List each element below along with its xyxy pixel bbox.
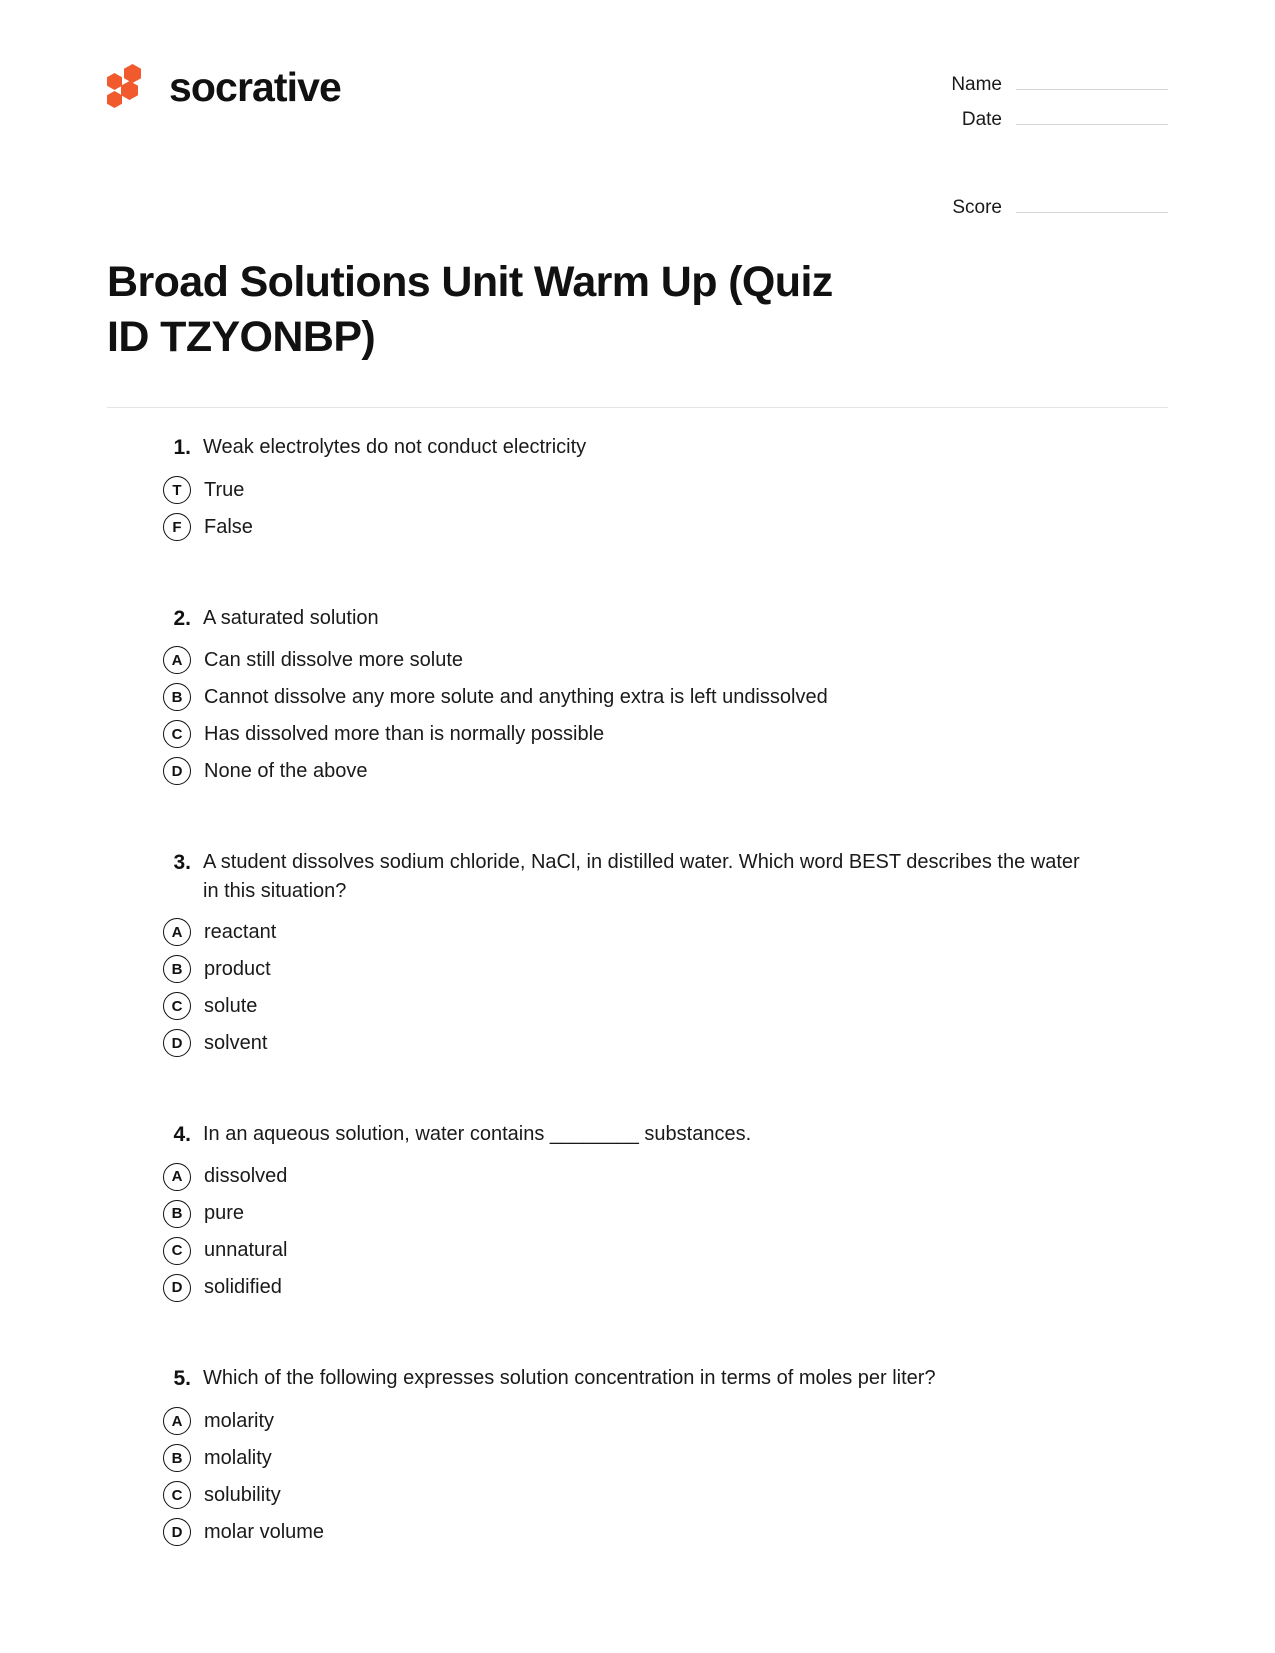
answer-option[interactable] xyxy=(107,1518,1168,1547)
option-label: product xyxy=(204,957,271,980)
name-input-line[interactable] xyxy=(1016,74,1168,90)
answer-options xyxy=(107,646,1168,786)
question-text: Weak electrolytes do not conduct electricity xyxy=(203,436,587,459)
score-field-row xyxy=(925,197,1168,219)
option-label: True xyxy=(204,478,245,501)
option-bubble[interactable]: T xyxy=(163,476,191,504)
question-number: 5. xyxy=(173,1367,191,1391)
question-header xyxy=(107,848,1168,906)
title-block xyxy=(107,255,842,365)
option-bubble[interactable]: D xyxy=(163,757,191,785)
option-bubble[interactable]: F xyxy=(163,513,191,541)
answer-option[interactable] xyxy=(107,1236,1168,1265)
option-label: reactant xyxy=(204,920,277,943)
question-item xyxy=(107,848,1168,1058)
option-label: Can still dissolve more solute xyxy=(204,648,463,671)
option-bubble[interactable]: B xyxy=(163,955,191,983)
option-bubble[interactable]: D xyxy=(163,1518,191,1546)
answer-option[interactable] xyxy=(107,646,1168,675)
option-label: Cannot dissolve any more solute and anything extra is left undissolved xyxy=(204,685,828,708)
answer-option[interactable] xyxy=(107,955,1168,984)
hexagon-shape xyxy=(107,91,122,108)
option-bubble[interactable]: C xyxy=(163,992,191,1020)
option-label: molar volume xyxy=(204,1520,325,1543)
date-field-row xyxy=(925,109,1168,131)
answer-option[interactable] xyxy=(107,1199,1168,1228)
question-number: 3. xyxy=(173,850,191,874)
hexagon-shape xyxy=(124,64,141,83)
option-bubble[interactable]: C xyxy=(163,720,191,748)
option-bubble[interactable]: A xyxy=(163,1407,191,1435)
page-title: Broad Solutions Unit Warm Up (Quiz ID TZYONBP) xyxy=(107,258,833,362)
question-number: 2. xyxy=(173,606,191,630)
option-bubble[interactable]: A xyxy=(163,646,191,674)
question-number: 1. xyxy=(173,436,191,460)
questions-list xyxy=(107,408,1168,1547)
option-bubble[interactable]: D xyxy=(163,1274,191,1302)
option-label: unnatural xyxy=(204,1239,288,1262)
answer-option[interactable] xyxy=(107,1444,1168,1473)
socrative-logo xyxy=(107,58,341,116)
option-bubble[interactable]: C xyxy=(163,1481,191,1509)
option-bubble[interactable]: C xyxy=(163,1237,191,1265)
question-text: A student dissolves sodium chloride, NaCl, in distilled water. Which word BEST describes the water in this situation? xyxy=(203,850,1080,902)
answer-option[interactable] xyxy=(107,720,1168,749)
score-input-line[interactable] xyxy=(1016,197,1168,213)
option-bubble[interactable]: B xyxy=(163,1200,191,1228)
socrative-hexagon-icon xyxy=(107,64,153,110)
option-label: molality xyxy=(204,1446,272,1469)
option-bubble[interactable]: D xyxy=(163,1029,191,1057)
answer-option[interactable] xyxy=(107,1481,1168,1510)
date-input-line[interactable] xyxy=(1016,109,1168,125)
page-header xyxy=(107,0,1168,232)
date-label: Date xyxy=(961,109,1002,130)
option-label: molarity xyxy=(204,1409,275,1432)
option-label: None of the above xyxy=(204,759,368,782)
student-info-fields xyxy=(925,58,1168,232)
question-header xyxy=(107,1364,1168,1394)
answer-option[interactable] xyxy=(107,1029,1168,1058)
question-item xyxy=(107,1120,1168,1302)
question-text: A saturated solution xyxy=(203,606,379,629)
option-bubble[interactable]: A xyxy=(163,918,191,946)
brand-wordmark: socrative xyxy=(169,63,341,110)
answer-option[interactable] xyxy=(107,476,1168,505)
answer-option[interactable] xyxy=(107,1273,1168,1302)
answer-option[interactable] xyxy=(107,1407,1168,1436)
answer-option[interactable] xyxy=(107,513,1168,542)
option-bubble[interactable]: B xyxy=(163,683,191,711)
option-label: pure xyxy=(204,1202,245,1225)
answer-option[interactable] xyxy=(107,918,1168,947)
answer-options xyxy=(107,1162,1168,1302)
answer-option[interactable] xyxy=(107,992,1168,1021)
question-text: Which of the following expresses solution concentration in terms of moles per liter? xyxy=(203,1367,936,1390)
hexagon-shape xyxy=(107,73,122,90)
option-label: False xyxy=(204,515,253,538)
name-field-row xyxy=(925,74,1168,96)
question-item xyxy=(107,1364,1168,1546)
option-label: Has dissolved more than is normally possible xyxy=(204,722,605,745)
question-item xyxy=(107,433,1168,541)
score-label: Score xyxy=(952,197,1002,218)
option-bubble[interactable]: B xyxy=(163,1444,191,1472)
option-label: solvent xyxy=(204,1031,268,1054)
question-header xyxy=(107,433,1168,463)
option-label: solubility xyxy=(204,1483,281,1506)
question-number: 4. xyxy=(173,1122,191,1146)
answer-option[interactable] xyxy=(107,683,1168,712)
option-label: solidified xyxy=(204,1276,282,1299)
name-label: Name xyxy=(951,74,1002,95)
answer-options xyxy=(107,476,1168,542)
question-item xyxy=(107,604,1168,786)
hexagon-shape xyxy=(121,81,138,100)
answer-options xyxy=(107,1407,1168,1547)
answer-option[interactable] xyxy=(107,1162,1168,1191)
question-header xyxy=(107,1120,1168,1150)
answer-option[interactable] xyxy=(107,757,1168,786)
question-header xyxy=(107,604,1168,634)
option-label: dissolved xyxy=(204,1165,288,1188)
answer-options xyxy=(107,918,1168,1058)
option-label: solute xyxy=(204,994,258,1017)
option-bubble[interactable]: A xyxy=(163,1163,191,1191)
question-text: In an aqueous solution, water contains ________ substances. xyxy=(203,1122,752,1145)
